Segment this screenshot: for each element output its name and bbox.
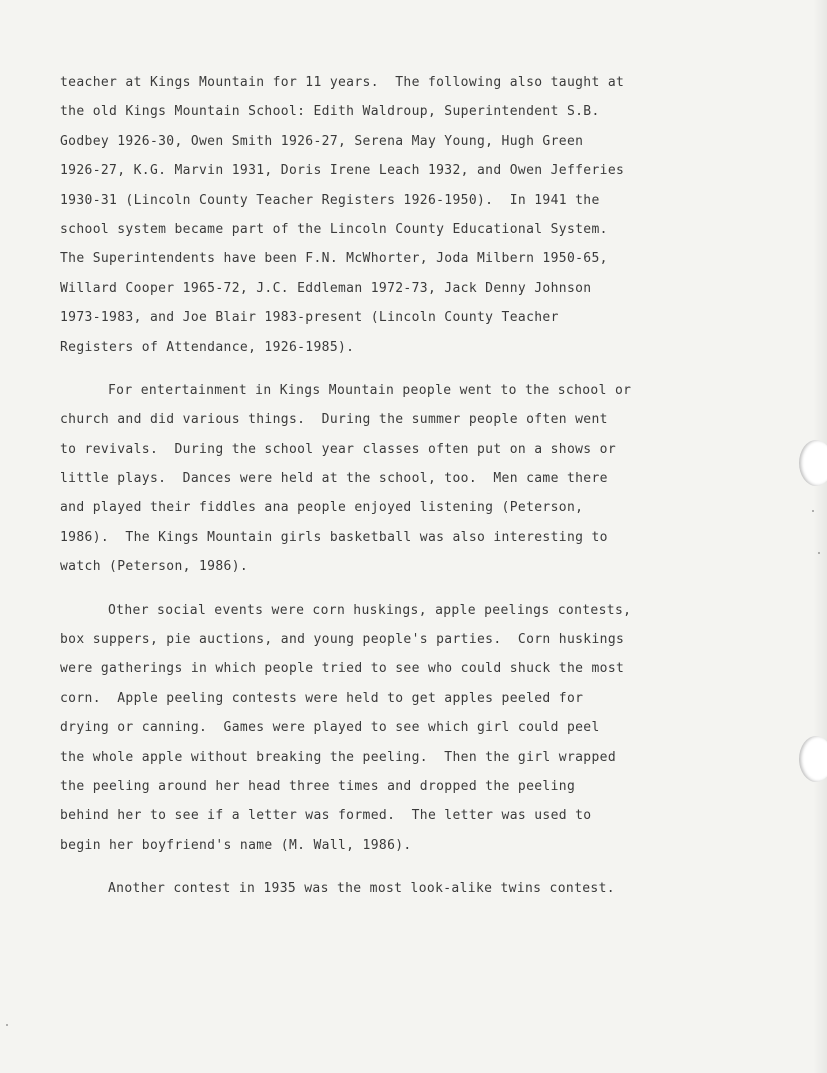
text-line: drying or canning. Games were played to see which girl could peel bbox=[60, 720, 600, 736]
text-line: Godbey 1926-30, Owen Smith 1926-27, Serena May Young, Hugh Green bbox=[60, 133, 584, 149]
typed-text-body bbox=[60, 68, 780, 904]
paragraph bbox=[60, 596, 780, 861]
text-line: to revivals. During the school year classes often put on a shows or bbox=[60, 441, 617, 457]
text-line: begin her boyfriend's name (M. Wall, 1986). bbox=[60, 837, 412, 853]
text-line: corn. Apple peeling contests were held to get apples peeled for bbox=[60, 690, 584, 706]
scan-speck bbox=[812, 510, 814, 512]
paragraph-gap bbox=[60, 582, 780, 596]
text-line: and played their fiddles ana people enjoyed listening (Peterson, bbox=[60, 500, 584, 516]
punch-hole-top bbox=[799, 440, 827, 486]
paragraph-gap bbox=[60, 860, 780, 874]
text-line: watch (Peterson, 1986). bbox=[60, 559, 249, 575]
text-line: teacher at Kings Mountain for 11 years. The following also taught at bbox=[60, 75, 625, 90]
paragraph-gap bbox=[60, 362, 780, 376]
text-line: church and did various things. During the summer people often went bbox=[60, 412, 608, 428]
text-line: 1973-1983, and Joe Blair 1983-present (Lincoln County Teacher bbox=[60, 310, 559, 326]
text-line: 1926-27, K.G. Marvin 1931, Doris Irene Leach 1932, and Owen Jefferies bbox=[60, 163, 625, 179]
page-edge-shadow bbox=[813, 0, 827, 1073]
paragraph bbox=[60, 874, 780, 903]
text-line: Another contest in 1935 was the most look-alike twins contest. bbox=[108, 881, 615, 897]
text-line: the peeling around her head three times and dropped the peeling bbox=[60, 778, 576, 794]
text-line: Other social events were corn huskings, apple peelings contests, bbox=[108, 602, 632, 618]
text-line: the whole apple without breaking the peeling. Then the girl wrapped bbox=[60, 749, 617, 765]
text-line: little plays. Dances were held at the school, too. Men came there bbox=[60, 471, 608, 487]
text-line: box suppers, pie auctions, and young people's parties. Corn huskings bbox=[60, 632, 625, 648]
text-line: The Superintendents have been F.N. McWhorter, Joda Milbern 1950-65, bbox=[60, 251, 608, 267]
text-line: the old Kings Mountain School: Edith Waldroup, Superintendent S.B. bbox=[60, 104, 600, 120]
scan-speck bbox=[6, 1024, 8, 1026]
paragraph bbox=[60, 68, 780, 362]
text-line: school system became part of the Lincoln County Educational System. bbox=[60, 221, 608, 237]
text-line: 1986). The Kings Mountain girls basketball was also interesting to bbox=[60, 529, 608, 545]
scan-speck bbox=[818, 552, 820, 554]
paragraph bbox=[60, 376, 780, 582]
text-line: For entertainment in Kings Mountain people went to the school or bbox=[108, 382, 632, 398]
text-line: 1930-31 (Lincoln County Teacher Registers 1926-1950). In 1941 the bbox=[60, 192, 600, 208]
text-line: Willard Cooper 1965-72, J.C. Eddleman 1972-73, Jack Denny Johnson bbox=[60, 280, 592, 296]
text-line: behind her to see if a letter was formed. The letter was used to bbox=[60, 808, 592, 824]
text-line: were gatherings in which people tried to see who could shuck the most bbox=[60, 661, 625, 677]
text-line: Registers of Attendance, 1926-1985). bbox=[60, 339, 355, 355]
punch-hole-bottom bbox=[799, 736, 827, 782]
